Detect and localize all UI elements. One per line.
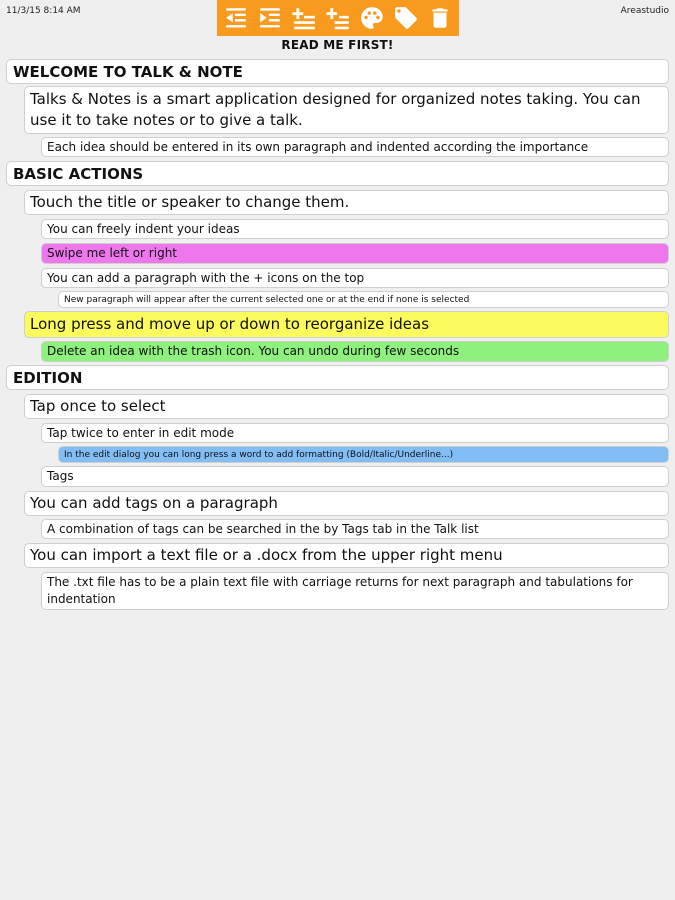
trash-icon [427, 5, 453, 31]
paragraph-item[interactable] [41, 423, 669, 443]
talk-title[interactable]: READ ME FIRST! [281, 38, 394, 52]
status-app-name: Areastudio [620, 6, 669, 16]
paragraph-text: You can import a text file or a .docx from the upper right menu [30, 546, 503, 564]
paragraph-item[interactable] [24, 86, 669, 134]
toolbar [217, 0, 459, 36]
paragraph-item[interactable] [41, 466, 669, 487]
add-paragraph-icon [291, 5, 317, 31]
add-sub-paragraph-icon [325, 5, 351, 31]
paragraph-item[interactable] [58, 291, 669, 308]
paragraph-item[interactable] [24, 394, 669, 419]
indent-icon [257, 5, 283, 31]
paragraph-text: BASIC ACTIONS [13, 164, 144, 183]
paragraph-item[interactable] [41, 268, 669, 288]
paragraph-text: A combination of tags can be searched in the by Tags tab in the Talk list [47, 521, 479, 536]
paragraph-text: Long press and move up or down to reorganize ideas [30, 315, 430, 333]
paragraph-item[interactable] [24, 543, 669, 568]
color-button[interactable] [357, 3, 387, 33]
paragraph-item[interactable] [41, 519, 669, 539]
paragraph-item[interactable] [24, 311, 669, 338]
paragraph-text: WELCOME TO TALK & NOTE [13, 62, 243, 81]
paragraph-item[interactable] [24, 190, 669, 215]
add-sub-paragraph-button[interactable] [323, 3, 353, 33]
paragraph-item[interactable] [41, 341, 669, 362]
paragraph-item[interactable] [58, 446, 669, 463]
palette-icon [359, 5, 385, 31]
paragraph-text: Delete an idea with the trash icon. You can undo during few seconds [47, 344, 460, 358]
paragraph-text: Touch the title or speaker to change them. [30, 193, 350, 211]
tag-icon [393, 5, 419, 31]
paragraph-item[interactable] [41, 137, 669, 157]
paragraph-item[interactable] [41, 572, 669, 610]
paragraph-text: You can freely indent your ideas [47, 221, 240, 236]
paragraph-text: Talks & Notes is a smart application designed for organized notes taking. You can use it to take notes or to give a talk. [30, 90, 641, 129]
paragraph-text: You can add a paragraph with the + icons on the top [47, 270, 365, 285]
unindent-icon [223, 5, 249, 31]
paragraph-text: New paragraph will appear after the current selected one or at the end if none is selected [64, 294, 470, 305]
paragraph-item[interactable] [6, 365, 669, 390]
paragraph-item[interactable] [6, 59, 669, 84]
paragraph-text: EDITION [13, 368, 83, 387]
paragraph-text: Tap twice to enter in edit mode [47, 425, 235, 440]
paragraph-text: Swipe me left or right [47, 246, 178, 260]
paragraph-text: In the edit dialog you can long press a word to add formatting (Bold/Italic/Underline...) [64, 449, 454, 460]
tags-button[interactable] [391, 3, 421, 33]
trash-button[interactable] [425, 3, 455, 33]
paragraph-text: Tags [47, 469, 74, 483]
paragraph-text: Each idea should be entered in its own paragraph and indented according the importance [47, 139, 589, 154]
unindent-button[interactable] [221, 3, 251, 33]
paragraph-item[interactable] [24, 491, 669, 516]
paragraph-item[interactable] [6, 161, 669, 186]
add-paragraph-button[interactable] [289, 3, 319, 33]
paragraph-text: The .txt file has to be a plain text file with carriage returns for next paragraph and tabulations for indentation [47, 575, 633, 606]
paragraph-item[interactable] [41, 219, 669, 239]
status-datetime: 11/3/15 8:14 AM [6, 6, 81, 16]
paragraph-text: You can add tags on a paragraph [30, 494, 278, 512]
indent-button[interactable] [255, 3, 285, 33]
paragraph-text: Tap once to select [30, 397, 166, 415]
paragraph-item[interactable] [41, 243, 669, 264]
